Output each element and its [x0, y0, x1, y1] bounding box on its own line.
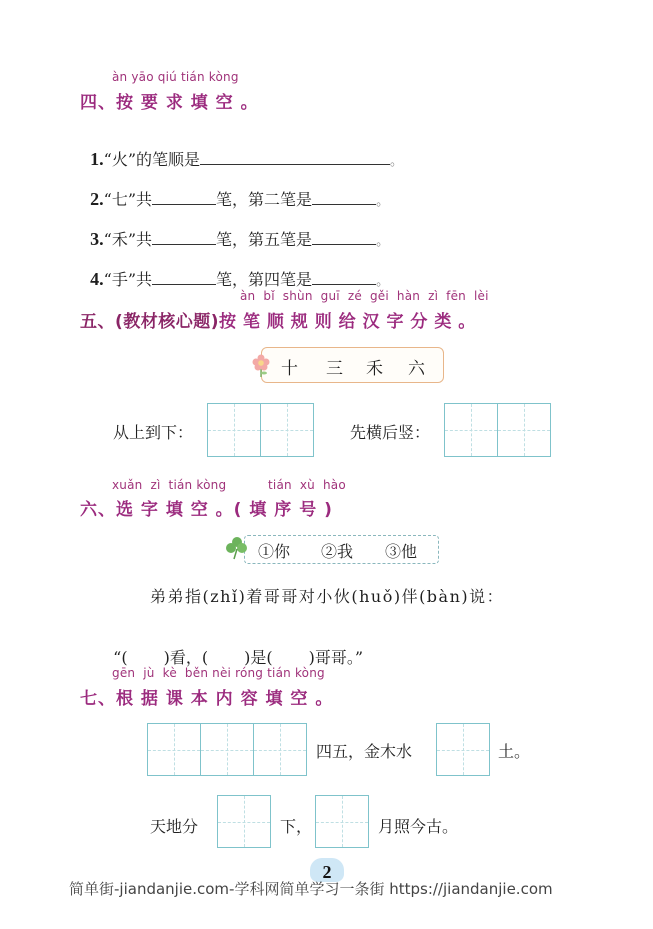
answer-blank[interactable] [152, 228, 216, 245]
option-2: ②我 [321, 542, 354, 561]
quote-part: “( [113, 648, 128, 667]
writing-grid[interactable] [217, 795, 271, 848]
question-number: 4. [90, 269, 104, 289]
option-3: ③他 [385, 542, 418, 561]
writing-grid[interactable] [497, 403, 551, 457]
question-text: “火”的笔顺是 [103, 150, 201, 169]
section5-instruction: 按 笔 顺 规 则 给 汉 字 分 类 。 [219, 312, 476, 332]
answer-blank[interactable] [152, 268, 216, 285]
question-text: “七”共 [103, 190, 153, 209]
line1-mid: 四五，金木水 [316, 742, 413, 761]
line1-end: 土。 [498, 742, 531, 761]
flower-icon [251, 354, 271, 378]
option-1: ①你 [258, 542, 291, 561]
question-text: “禾”共 [103, 230, 153, 249]
question-1 [80, 128, 403, 170]
answer-blank[interactable] [312, 188, 376, 205]
line2-start: 天地分 [150, 817, 199, 836]
writing-grid[interactable] [253, 723, 307, 776]
writing-grid[interactable] [260, 403, 314, 457]
writing-grid[interactable] [147, 723, 201, 776]
quote-part: )是( [244, 648, 273, 667]
writing-grid[interactable] [436, 723, 490, 776]
label-top-to-bottom: 从上到下： [113, 423, 194, 442]
question-text: “手”共 [103, 270, 153, 289]
answer-blank[interactable] [200, 148, 390, 165]
question-end: 。 [390, 154, 404, 169]
question-mid: 笔，第五笔是 [216, 230, 313, 249]
question-2 [80, 168, 389, 210]
question-end: 。 [376, 194, 390, 209]
answer-blank[interactable] [152, 188, 216, 205]
writing-grid[interactable] [200, 723, 254, 776]
writing-grid[interactable] [315, 795, 369, 848]
question-end: 。 [376, 234, 390, 249]
page-number: 2 [322, 862, 332, 882]
section5-title [80, 307, 476, 332]
section6-title: 六、选 字 填 空 。( 填 序 号 ) [80, 500, 333, 520]
question-number: 1. [90, 149, 104, 169]
section5-prefix: 五、(教材核心题) [80, 312, 220, 332]
section7-title: 七、根 据 课 本 内 容 填 空 。 [80, 689, 334, 709]
question-end: 。 [376, 274, 390, 289]
writing-grid[interactable] [207, 403, 261, 457]
quote-part: )哥哥。” [308, 648, 364, 667]
question-mid: 笔，第二笔是 [216, 190, 313, 209]
clover-icon [226, 536, 248, 560]
section7-pinyin: gēn jù kè běn nèi róng tián kòng [112, 666, 325, 680]
line2-end: 月照今古。 [378, 817, 459, 836]
line2-mid: 下， [280, 817, 313, 836]
char-2: 禾 [366, 359, 383, 379]
answer-blank[interactable] [312, 228, 376, 245]
question-number: 2. [90, 189, 104, 209]
question-mid: 笔，第四笔是 [216, 270, 313, 289]
char-3: 六 [408, 359, 425, 379]
char-1: 三 [326, 359, 343, 379]
section4-pinyin: àn yāo qiú tián kòng [112, 70, 239, 84]
answer-blank[interactable] [312, 268, 376, 285]
section6-pinyin-a: xuǎn zì tián kòng [112, 478, 227, 492]
writing-grid[interactable] [444, 403, 498, 457]
question-4 [80, 248, 389, 290]
label-horizontal-then-vertical: 先横后竖： [350, 423, 431, 442]
quote-part: )看，( [163, 648, 209, 667]
quote-line [103, 626, 363, 668]
section4-title: 四、按 要 求 填 空 。 [80, 93, 259, 113]
section5-pinyin: àn bǐ shùn guī zé gěi hàn zì fēn lèi [240, 289, 489, 303]
char-0: 十 [281, 359, 298, 379]
question-3 [80, 208, 389, 250]
story-sentence: 弟弟指(zhǐ)着哥哥对小伙(huǒ)伴(bàn)说： [150, 587, 505, 606]
footer-watermark: 简单街-jiandanjie.com-学科网简单学习一条街 https://jiandanjie.com [69, 880, 553, 898]
section6-pinyin-b: tián xù hào [268, 478, 346, 492]
question-number: 3. [90, 229, 104, 249]
